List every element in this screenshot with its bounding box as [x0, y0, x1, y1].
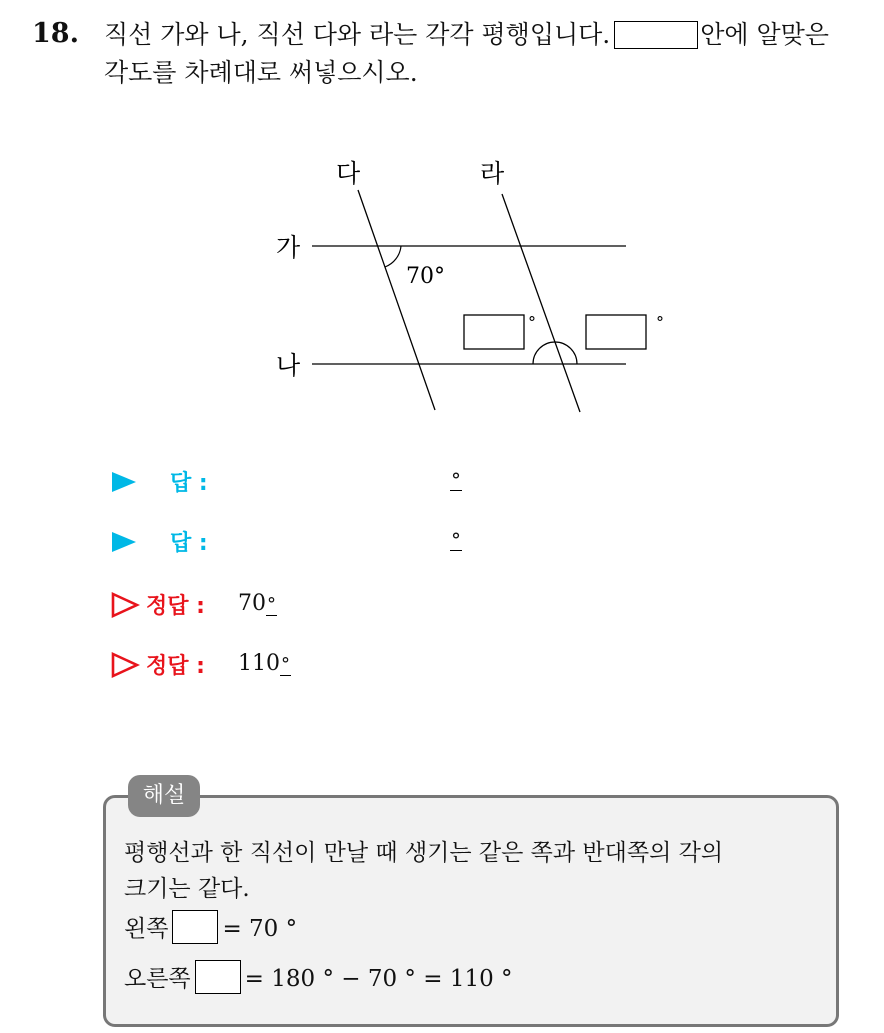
- degree-mark-right: °: [656, 313, 664, 332]
- correct-unit: °: [267, 594, 276, 615]
- answer-label: 답 :: [170, 531, 208, 556]
- line-da: [358, 190, 435, 410]
- blank-box-reference: [614, 21, 698, 49]
- label-ga: 가: [276, 233, 301, 262]
- left-blank-box: [172, 910, 218, 944]
- correct-arrow-icon: [110, 652, 140, 678]
- label-na: 나: [276, 351, 301, 380]
- correct-unit: °: [281, 654, 290, 675]
- question-line-2: 각도를 차례대로 써넣으시오.: [104, 58, 418, 87]
- line-ra: [502, 194, 580, 412]
- explanation-right-equation: [124, 960, 513, 994]
- answer-input-1[interactable]: °: [451, 468, 461, 492]
- label-ra: 라: [480, 159, 505, 188]
- figure-blank-box-right: [586, 315, 646, 349]
- correct-number: 110: [238, 651, 280, 676]
- answer-arrow-icon: [110, 470, 138, 494]
- label-da: 다: [336, 159, 361, 188]
- angle-label-70: 70°: [406, 264, 445, 289]
- question-text-after-box: 안에 알맞은: [700, 20, 829, 49]
- parallel-lines-figure: [270, 150, 690, 420]
- figure-blank-box-left: [464, 315, 524, 349]
- question-line-1: [104, 20, 829, 50]
- answer-input-2[interactable]: °: [451, 528, 461, 552]
- answer-label: 답 :: [170, 471, 208, 496]
- angle-arc-70: [385, 246, 401, 267]
- correct-label: 정답 :: [146, 594, 205, 619]
- left-equation: = 70 °: [222, 916, 298, 942]
- explanation-line-2: 크기는 같다.: [124, 876, 250, 902]
- question-text-before-box: 직선 가와 나, 직선 다와 라는 각각 평행입니다.: [104, 20, 611, 49]
- answer-arrow-icon: [110, 530, 138, 554]
- correct-arrow-icon: [110, 592, 140, 618]
- explanation-tab: 해설: [128, 775, 200, 817]
- angle-arc-bottom: [533, 342, 577, 364]
- correct-label: 정답 :: [146, 654, 205, 679]
- right-blank-box: [195, 960, 241, 994]
- correct-value-2: [238, 651, 291, 676]
- left-label: 왼쪽: [124, 916, 169, 942]
- right-label: 오른쪽: [124, 966, 191, 992]
- correct-number: 70: [238, 591, 266, 616]
- right-equation: = 180 ° − 70 ° = 110 °: [244, 966, 513, 992]
- degree-mark-left: °: [528, 313, 536, 332]
- explanation-line-1: 평행선과 한 직선이 만날 때 생기는 같은 쪽과 반대쪽의 각의: [124, 840, 724, 866]
- correct-value-1: [238, 591, 277, 616]
- question-number: 18.: [32, 18, 79, 49]
- explanation-left-equation: [124, 910, 297, 944]
